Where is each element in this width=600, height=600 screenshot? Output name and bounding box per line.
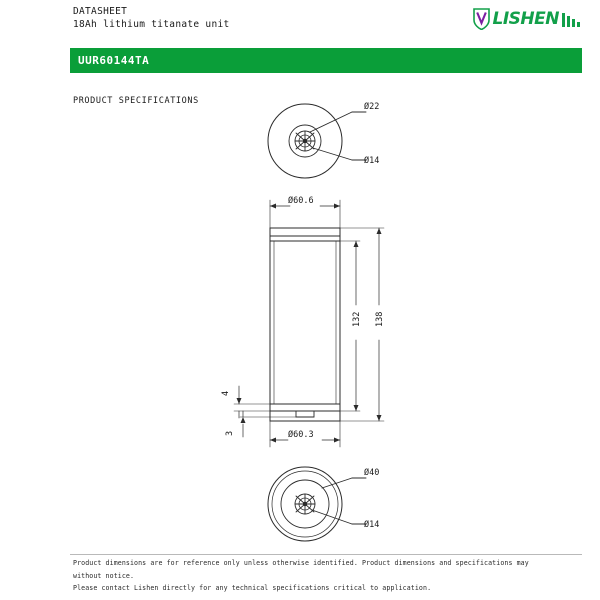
footer-line-1: Product dimensions are for reference only unless otherwise identified. Product dimensions and specifications may <box>73 559 529 567</box>
logo-wordmark: LISHEN <box>492 8 559 29</box>
lishen-logo <box>473 6 582 32</box>
dim-overall-height: 138 <box>375 311 385 327</box>
footer-divider <box>70 554 582 555</box>
section-title: PRODUCT SPECIFICATIONS <box>73 96 199 106</box>
dim-top-outer-terminal: Ø22 <box>364 102 380 112</box>
document-type-label: DATASHEET <box>73 6 128 17</box>
bottom-view-drawing <box>268 467 366 541</box>
footer-disclaimer <box>73 559 573 597</box>
footer-line-2: without notice. <box>73 571 135 580</box>
dim-bottom-inner-circle: Ø14 <box>364 520 380 530</box>
logo-shield-icon <box>473 8 490 30</box>
side-view-drawing <box>234 200 384 447</box>
page-header <box>0 0 600 46</box>
model-number-bar <box>70 48 582 73</box>
dim-base-offset: 3 <box>225 430 235 436</box>
dim-bottom-diameter: Ø60.3 <box>288 430 314 440</box>
dim-top-diameter: Ø60.6 <box>288 196 314 206</box>
footer-line-3: Please contact Lishen directly for any technical specifications critical to application. <box>73 584 432 593</box>
model-number: UUR60144TA <box>78 54 150 67</box>
dim-bottom-outer-circle: Ø40 <box>364 468 380 478</box>
logo-bars-icon <box>562 11 582 27</box>
top-view-drawing <box>268 104 366 178</box>
dim-body-height: 132 <box>352 311 362 327</box>
document-subtitle: 18Ah lithium titanate unit <box>73 19 230 30</box>
dim-top-inner-terminal: Ø14 <box>364 156 380 166</box>
dim-groove-offset: 4 <box>221 390 231 396</box>
